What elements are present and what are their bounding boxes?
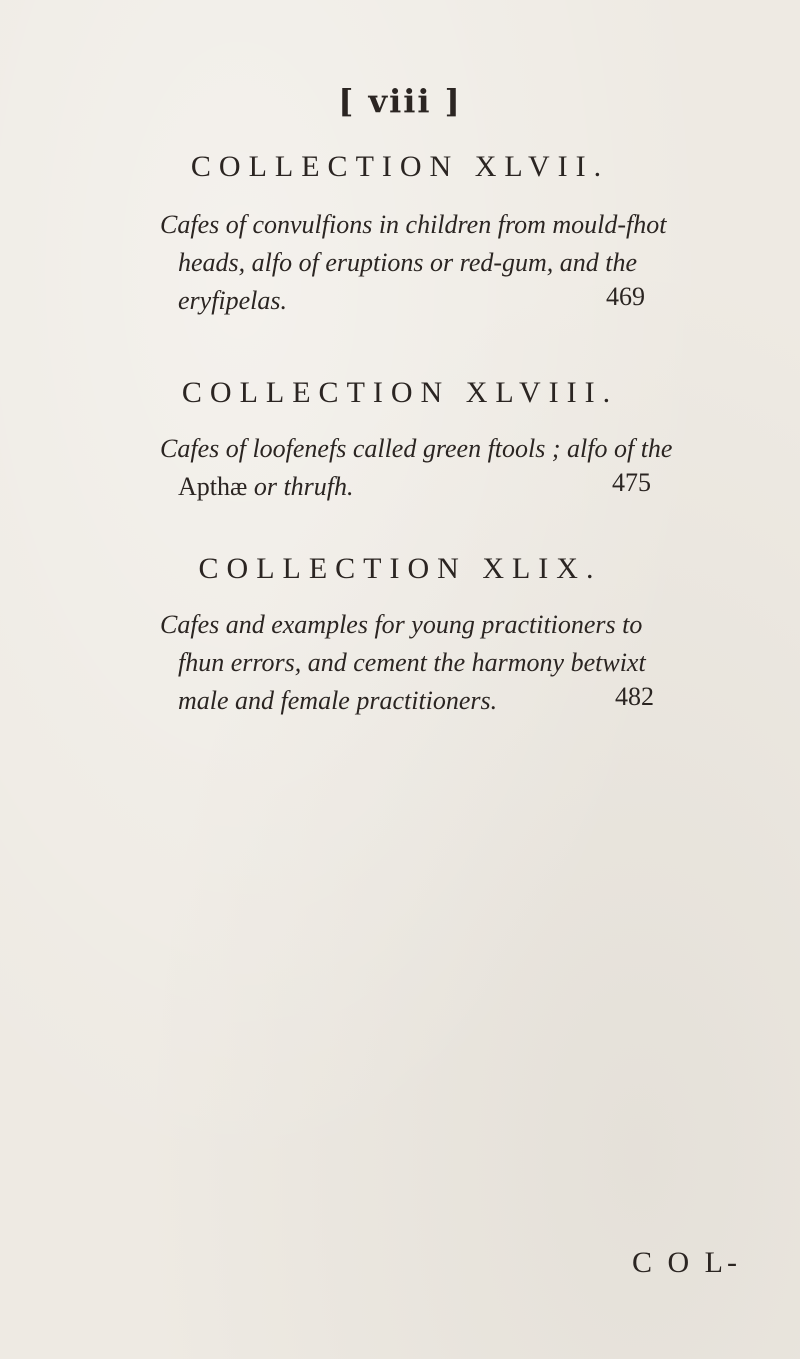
entry-term: Apthæ <box>178 472 248 501</box>
entry-line: eryfipelas. <box>178 286 288 315</box>
entry-line: Cafes and examples for young practitioners to <box>160 610 643 639</box>
folio-page-number: [ viii ] <box>338 82 462 120</box>
section-entry-xlix <box>160 606 660 720</box>
entry-line <box>160 468 660 506</box>
entry-line: Cafes of loofenefs called green ftools ; alfo of the <box>160 434 673 463</box>
entry-line: Cafes of convulfions in children from mould-fhot <box>160 210 667 239</box>
catchword: C O L- <box>632 1246 741 1279</box>
section-entry-xlvii <box>160 206 667 320</box>
entry-line: heads, alfo of eruptions or red-gum, and the <box>178 248 638 277</box>
page-reference-xlix: 482 <box>615 682 654 711</box>
section-heading-xlix: COLLECTION XLIX. <box>198 552 602 585</box>
section-entry-xlviii <box>160 430 673 506</box>
entry-term-suffix: or thrufh. <box>247 472 354 501</box>
section-heading-xlviii: COLLECTION XLVIII. <box>181 376 619 409</box>
section-heading-xlvii: COLLECTION XLVII. <box>190 150 610 183</box>
entry-line: male and female practitioners. <box>178 686 498 715</box>
entry-line: fhun errors, and cement the harmony betwixt <box>178 648 646 677</box>
page-reference-xlvii: 469 <box>606 282 645 311</box>
page-reference-xlviii: 475 <box>612 468 651 497</box>
